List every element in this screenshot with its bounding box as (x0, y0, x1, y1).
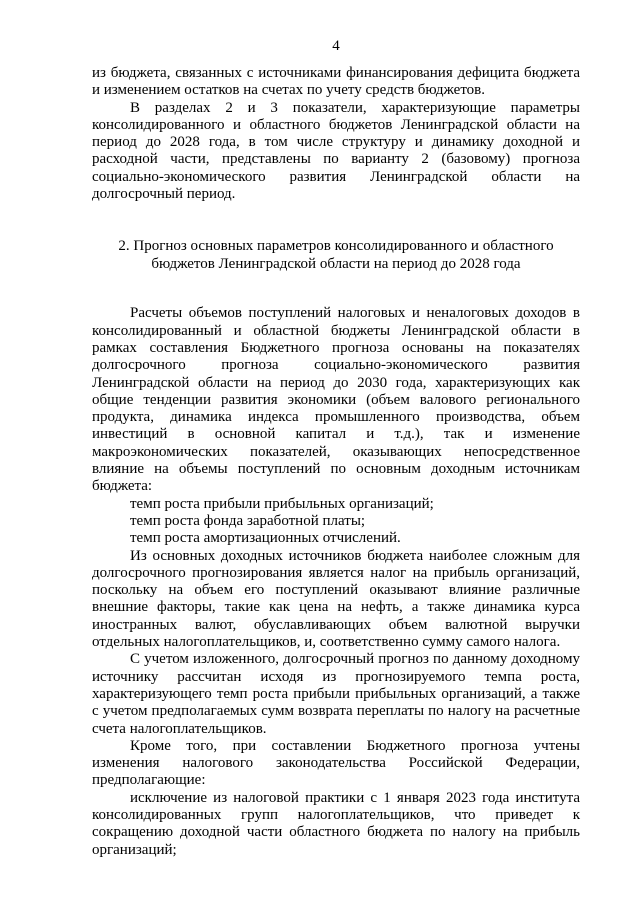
paragraph-legislation-changes: Кроме того, при составлении Бюджетного прогноза учтены изменения налогового законодательства Российской Федерации, предполагающие: (92, 737, 580, 789)
paragraph-sections-2-3: В разделах 2 и 3 показатели, характеризующие параметры консолидированного и областного бюджетов Ленинградской области на период до 2028 года, в том числе структуру и динамику доходной и расходной части, представлены по варианту 2 (базовому) прогноза социально-экономического развития Ленинградской области на долгосрочный период. (92, 99, 580, 203)
document-page (92, 38, 580, 859)
paragraph-long-term-forecast: С учетом изложенного, долгосрочный прогноз по данному доходному источнику рассчитан исходя из прогнозируемого темпа роста, характеризующего темп роста прибыли прибыльных организаций, а также с учетом предполагаемых сумм возврата переплаты по налогу на расчетные счета налогоплательщиков. (92, 651, 580, 737)
list-item-payroll-growth: темп роста фонда заработной платы; (130, 512, 366, 529)
list-item-profit-growth: темп роста прибыли прибыльных организаций; (130, 495, 434, 512)
list-item-depreciation-growth: темп роста амортизационных отчислений. (130, 530, 401, 547)
page-number: 4 (332, 38, 340, 54)
paragraph-consolidated-groups: исключение из налоговой практики с 1 января 2023 года института консолидированных групп налогоплательщиков, что приведет к сокращению доходной части областного бюджета по налогу на прибыль организаций; (92, 789, 580, 858)
paragraph-profit-tax: Из основных доходных источников бюджета наиболее сложным для долгосрочного прогнозирования является налог на прибыль организаций, поскольку на объем его поступлений оказывают влияние различные внешние факторы, такие как цена на нефть, а также динамика курса иностранных валют, обуславливающих объем валютной выручки отдельных налогоплательщиков, и, соответственно сумму самого налога. (92, 547, 580, 651)
section-title: 2. Прогноз основных параметров консолидированного и областного бюджетов Ленинградской области на период до 2028 года (118, 238, 554, 273)
paragraph-continuation: из бюджета, связанных с источниками финансирования дефицита бюджета и изменением остатков на счетах по учету средств бюджетов. (92, 65, 580, 99)
paragraph-revenue-calculations: Расчеты объемов поступлений налоговых и неналоговых доходов в консолидированный и областной бюджеты Ленинградской области в рамках составления Бюджетного прогноза основаны на показателях долгосрочного прогноза социально-экономического развития Ленинградской области на период до 2030 года, характеризующих как общие тенденции развития экономики (объем валового регионального продукта, динамика индекса промышленного производства, объем инвестиций в основной капитал и т.д.), так и изменение макроэкономических показателей, оказывающих непосредственное влияние на объемы поступлений по основным доходным источникам бюджета: (92, 305, 580, 495)
